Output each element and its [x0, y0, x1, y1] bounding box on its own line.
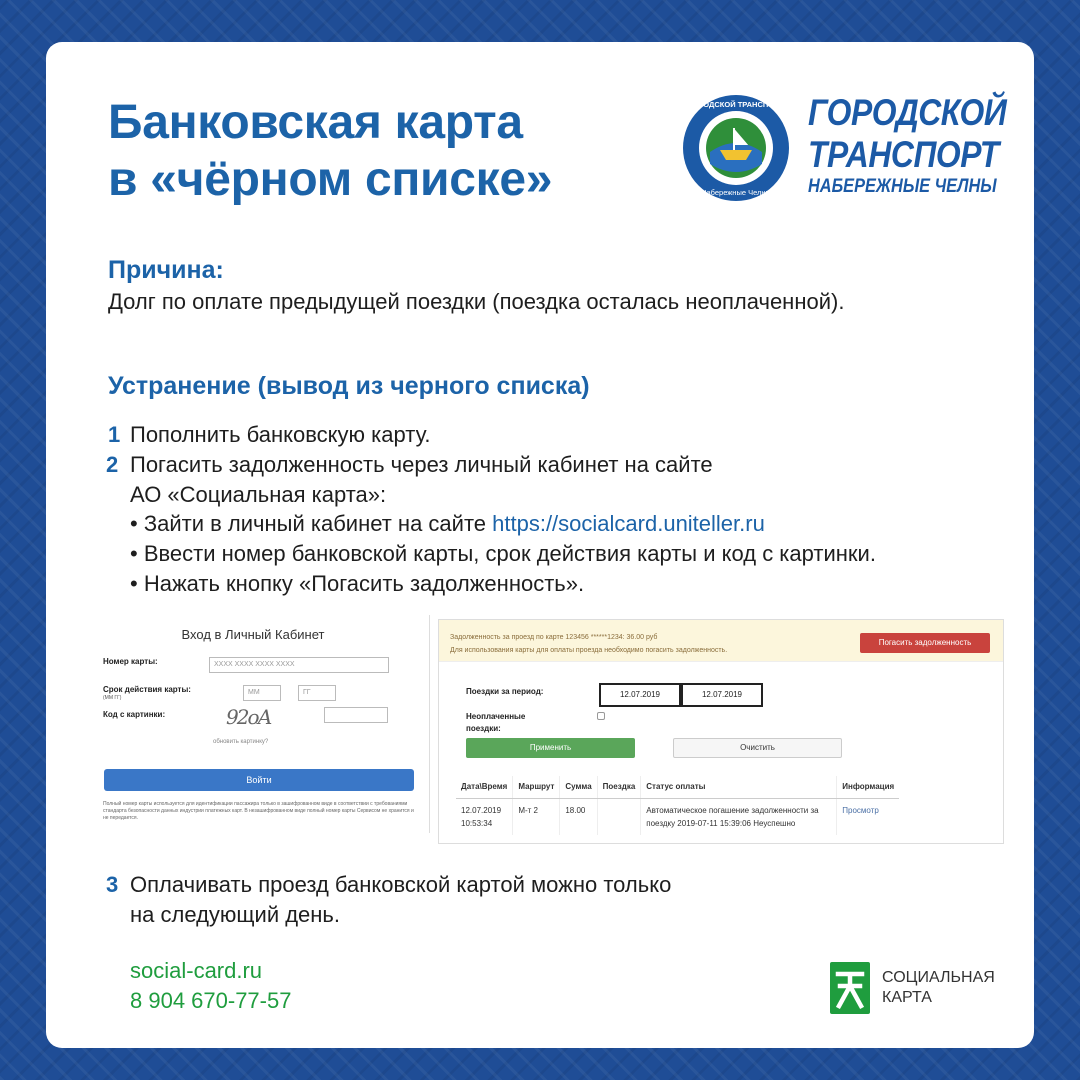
unpaid-label-line-1: Неоплаченные [466, 712, 526, 721]
bullet-1-text: • Зайти в личный кабинет на сайте [130, 511, 493, 536]
debt-warning-line-2: Для использования карты для оплаты проезда необходимо погасить задолженность. [450, 647, 728, 654]
step-3-line-2: на следующий день. [130, 902, 341, 927]
clear-button[interactable]: Очистить [673, 738, 842, 758]
step-1-text: Пополнить банковскую карту. [130, 422, 431, 447]
brand-line-2: ТРАНСПОРТ [808, 134, 999, 175]
table-header-row [456, 776, 899, 798]
social-card-logo-line-1: СОЦИАЛЬНАЯ [882, 969, 995, 986]
cabinet-screenshot [438, 619, 1004, 844]
title-line-1: Банковская карта [108, 96, 523, 149]
captcha-input[interactable] [324, 707, 388, 723]
trips-table [456, 776, 899, 835]
unpaid-checkbox[interactable] [597, 712, 605, 720]
cell-date: 12.07.2019 [461, 805, 502, 815]
card-number-input[interactable]: XXXX XXXX XXXX XXXX [209, 657, 389, 673]
cell-sum: 18.00 [560, 798, 597, 835]
captcha-label: Код с картинки: [103, 710, 166, 719]
expiry-sublabel: (ММ ГГ) [103, 695, 122, 701]
cell-status: Автоматическое погашение задолженности за поездку 2019-07-11 15:39:06 Неуспешно [641, 798, 837, 835]
socialcard-link[interactable]: https://socialcard.uniteller.ru [492, 511, 765, 536]
login-button[interactable]: Войти [104, 769, 414, 791]
col-datetime: Дата\Время [456, 776, 513, 798]
reason-heading: Причина: [108, 256, 224, 284]
step-2-line-2: АО «Социальная карта»: [130, 482, 387, 507]
expiry-month-input[interactable]: ММ [243, 685, 281, 701]
apply-button[interactable]: Применить [466, 738, 635, 758]
website-link[interactable]: social-card.ru [130, 958, 263, 983]
login-note: Полный номер карты используется для идентификации пассажира только в зашифрованном виде в соответствии с требованиями стандарта безопасности данных индустрии платежных карт. В незашифрованном виде полный номер карты Сервисом не хранится и не передается. [103, 801, 414, 821]
step-3-line-1: Оплачивать проезд банковской картой можно только [130, 872, 672, 897]
date-from-input[interactable]: 12.07.2019 [599, 683, 681, 707]
col-status: Статус оплаты [641, 776, 837, 798]
brand-wordmark [808, 92, 1034, 198]
expiry-label: Срок действия карты: [103, 685, 191, 694]
brand-line-1: ГОРОДСКОЙ [808, 92, 1007, 133]
step-2-line-1: Погасить задолженность через личный кабинет на сайте [130, 452, 713, 477]
col-trip: Поездка [597, 776, 641, 798]
svg-text:Набережные Челны: Набережные Челны [701, 188, 771, 197]
reason-text: Долг по оплате предыдущей поездки (поездка осталась неоплаченной). [108, 289, 845, 314]
pay-debt-button[interactable]: Погасить задолженность [860, 633, 990, 653]
step-1-number: 1 [108, 422, 121, 447]
captcha-image: 92оА [226, 705, 271, 729]
cell-datetime [456, 798, 513, 835]
svg-text:ГОРОДСКОЙ ТРАНСПОРТ: ГОРОДСКОЙ ТРАНСПОРТ [688, 100, 784, 109]
col-info: Информация [837, 776, 899, 798]
period-label: Поездки за период: [466, 687, 544, 696]
debt-warning-line-1: Задолженность за проезд по карте 123456 ******1234: 36.00 руб [450, 634, 658, 641]
col-route: Маршрут [513, 776, 560, 798]
cell-time: 10:53:34 [461, 818, 493, 828]
fix-heading: Устранение (вывод из черного списка) [108, 372, 590, 400]
bullet-2: • Ввести номер банковской карты, срок действия карты и код с картинки. [130, 541, 876, 566]
step-3-number: 3 [106, 872, 119, 897]
social-card-logo-icon [830, 962, 870, 1014]
expiry-year-input[interactable]: ГГ [298, 685, 336, 701]
cell-route: М-т 2 [513, 798, 560, 835]
debt-warning [439, 620, 1003, 662]
login-screenshot [76, 615, 430, 833]
view-details-link[interactable]: Просмотр [842, 805, 879, 815]
social-card-logo-text [882, 968, 995, 1008]
step-2-number: 2 [106, 452, 119, 477]
col-sum: Сумма [560, 776, 597, 798]
cell-trip [597, 798, 641, 835]
title-line-2: в «чёрном списке» [108, 153, 553, 206]
phone-number[interactable]: 8 904 670-77-57 [130, 988, 292, 1013]
date-to-input[interactable]: 12.07.2019 [681, 683, 763, 707]
city-transport-emblem-icon [682, 94, 790, 202]
brand-line-3: НАБЕРЕЖНЫЕ ЧЕЛНЫ [808, 176, 997, 197]
social-card-logo-line-2: КАРТА [882, 989, 932, 1006]
table-row [456, 798, 899, 835]
unpaid-label-line-2: поездки: [466, 724, 501, 733]
refresh-captcha-link[interactable]: обновить картинку? [213, 739, 269, 745]
info-card [46, 42, 1034, 1048]
login-title: Вход в Личный Кабинет [181, 627, 325, 642]
page-title [108, 94, 552, 208]
card-number-label: Номер карты: [103, 657, 158, 666]
bullet-1 [130, 509, 765, 539]
bullet-3: • Нажать кнопку «Погасить задолженность». [130, 571, 585, 596]
